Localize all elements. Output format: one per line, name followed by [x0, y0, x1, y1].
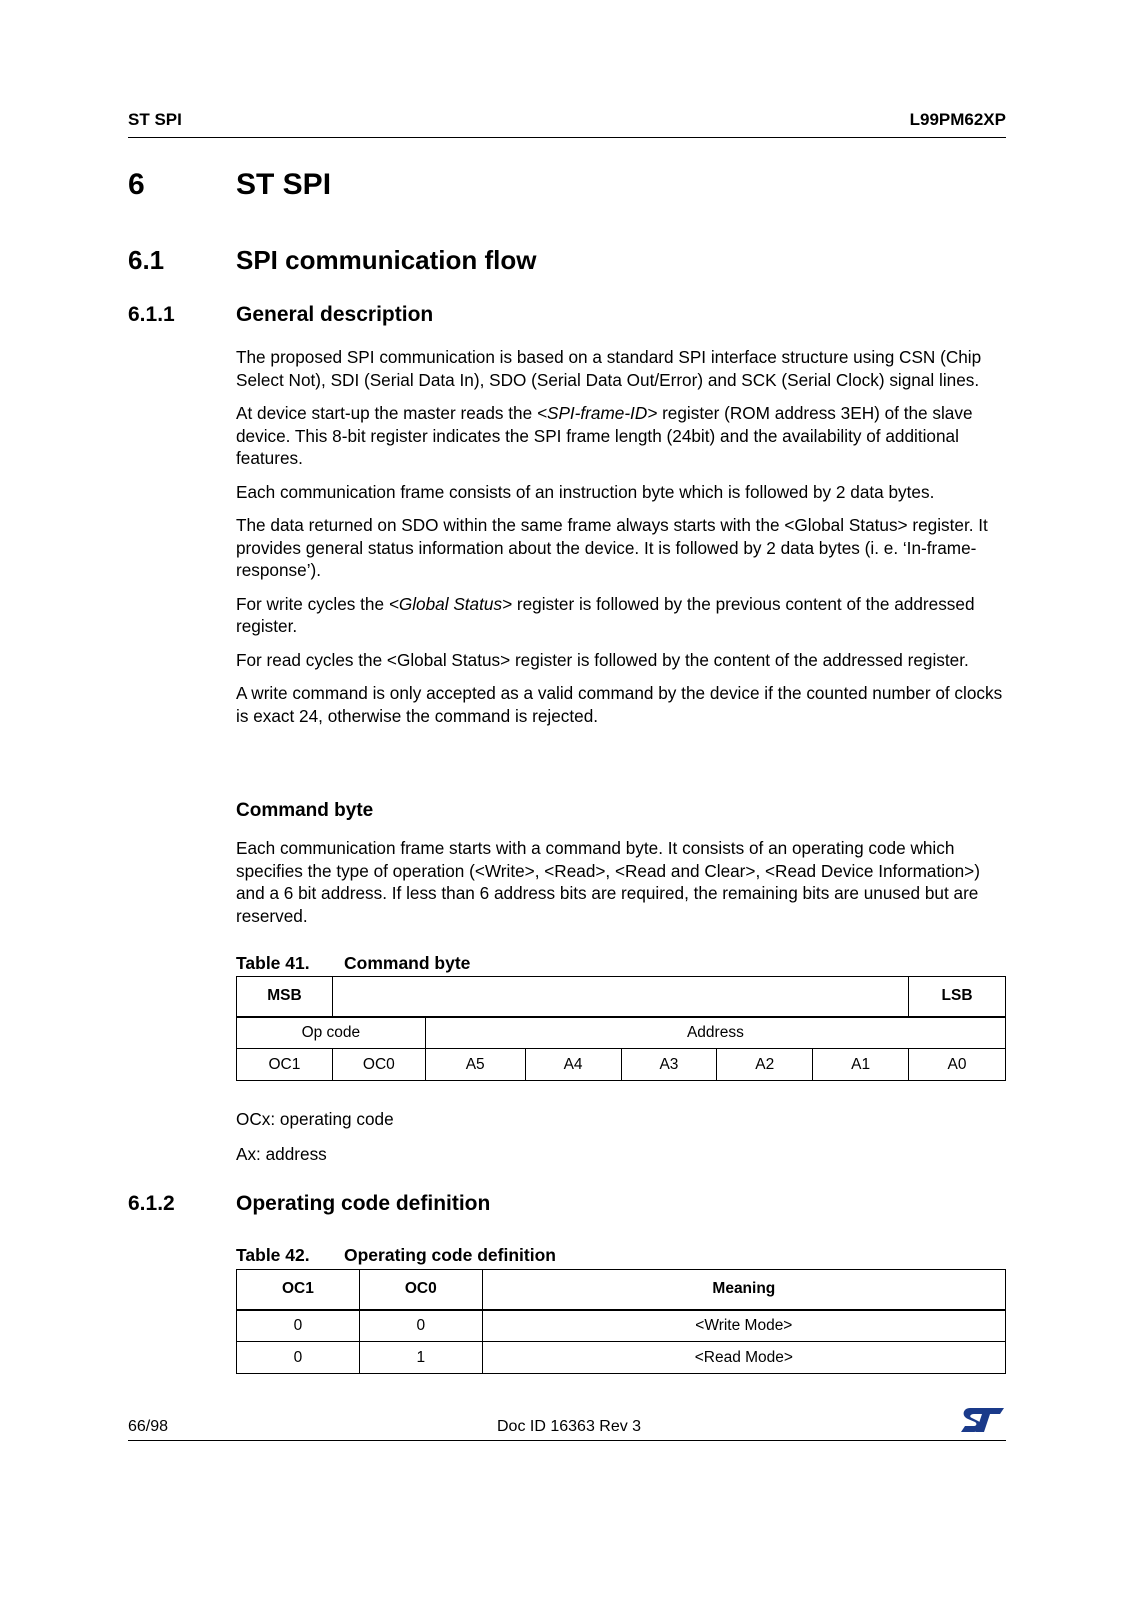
table-42-caption: Table 42. Operating code definition	[236, 1245, 556, 1265]
body-text	[236, 346, 1011, 727]
chapter-title: ST SPI	[236, 168, 332, 201]
table-cell: A4	[525, 1049, 621, 1081]
command-byte-text: Each communication frame starts with a command byte. It consists of an operating code which specifies the type of operation (<Write>, <Read>, <Read and Clear>, <Read Device Information>) and a 6 bit address. If less than 6 address bits are required, the remaining bits are unused but are reserved.	[236, 838, 980, 926]
paragraph: For read cycles the <Global Status> register is followed by the content of the addressed register.	[236, 649, 969, 670]
running-header-left: ST SPI	[128, 110, 182, 129]
note-ocx: OCx: operating code	[236, 1109, 394, 1129]
table-cell: OC1	[237, 1049, 333, 1081]
paragraph: The proposed SPI communication is based on a standard SPI interface structure using CSN (Chip Select Not), SDI (Serial Data In), SDO (Serial Data Out/Error) and SCK (Serial Clock) signal lines.	[236, 347, 982, 390]
table-cell: A2	[717, 1049, 813, 1081]
header-rule	[128, 137, 1006, 138]
doc-id: Doc ID 16363 Rev 3	[497, 1418, 642, 1435]
section-title: SPI communication flow	[236, 245, 537, 275]
paragraph: For write cycles the <Global Status> register is followed by the previous content of the addressed register.	[236, 593, 975, 636]
table-cell: A3	[621, 1049, 717, 1081]
table-cell: <Read Mode>	[482, 1342, 1005, 1374]
address-label: Address	[425, 1017, 1005, 1049]
section-number: 6.1	[128, 245, 165, 275]
opcode-label: Op code	[237, 1017, 426, 1049]
table-cell: A0	[909, 1049, 1006, 1081]
opcode-definition-table	[236, 1269, 1006, 1374]
st-logo-icon	[960, 1406, 1006, 1439]
table-cell: 0	[359, 1310, 482, 1342]
subsection-number: 6.1.1	[128, 303, 175, 326]
paragraph: At device start-up the master reads the <SPI-frame-ID> register (ROM address 3EH) of the slave device. This 8-bit register indicates the SPI frame length (24bit) and the availability of additional features.	[236, 403, 973, 468]
table-cell: 1	[359, 1342, 482, 1374]
paragraph: The data returned on SDO within the same frame always starts with the <Global Status> register. It provides general status information about the device. It is followed by 2 data bytes (i. e. ‘In-frame-response’).	[236, 515, 988, 580]
table-cell: OC0	[332, 1049, 425, 1081]
table-cell: A1	[813, 1049, 909, 1081]
command-byte-table	[236, 976, 1006, 1081]
table-41-caption: Table 41. Command byte	[236, 953, 471, 973]
lsb-header: LSB	[909, 977, 1006, 1017]
command-byte-heading: Command byte	[236, 800, 374, 821]
subsection-title: General description	[236, 303, 434, 326]
footer-rule	[128, 1440, 1006, 1441]
running-header-right: L99PM62XP	[909, 110, 1006, 129]
subsection-number: 6.1.2	[128, 1192, 175, 1215]
msb-header: MSB	[237, 977, 333, 1017]
table-cell: 0	[237, 1310, 360, 1342]
table-row	[237, 1310, 1006, 1342]
table-cell: <Write Mode>	[482, 1310, 1005, 1342]
paragraph: A write command is only accepted as a valid command by the device if the counted number of clocks is exact 24, otherwise the command is rejected.	[236, 683, 1003, 726]
column-header: Meaning	[482, 1270, 1005, 1310]
subsection-title: Operating code definition	[236, 1192, 491, 1215]
table-cell: 0	[237, 1342, 360, 1374]
column-header: OC1	[237, 1270, 360, 1310]
table-row	[237, 1342, 1006, 1374]
note-ax: Ax: address	[236, 1144, 327, 1164]
chapter-number: 6	[128, 168, 145, 201]
paragraph: Each communication frame consists of an instruction byte which is followed by 2 data bytes.	[236, 481, 935, 502]
header-spacer	[332, 977, 908, 1017]
column-header: OC0	[359, 1270, 482, 1310]
page-number: 66/98	[128, 1418, 169, 1435]
table-cell: A5	[425, 1049, 525, 1081]
